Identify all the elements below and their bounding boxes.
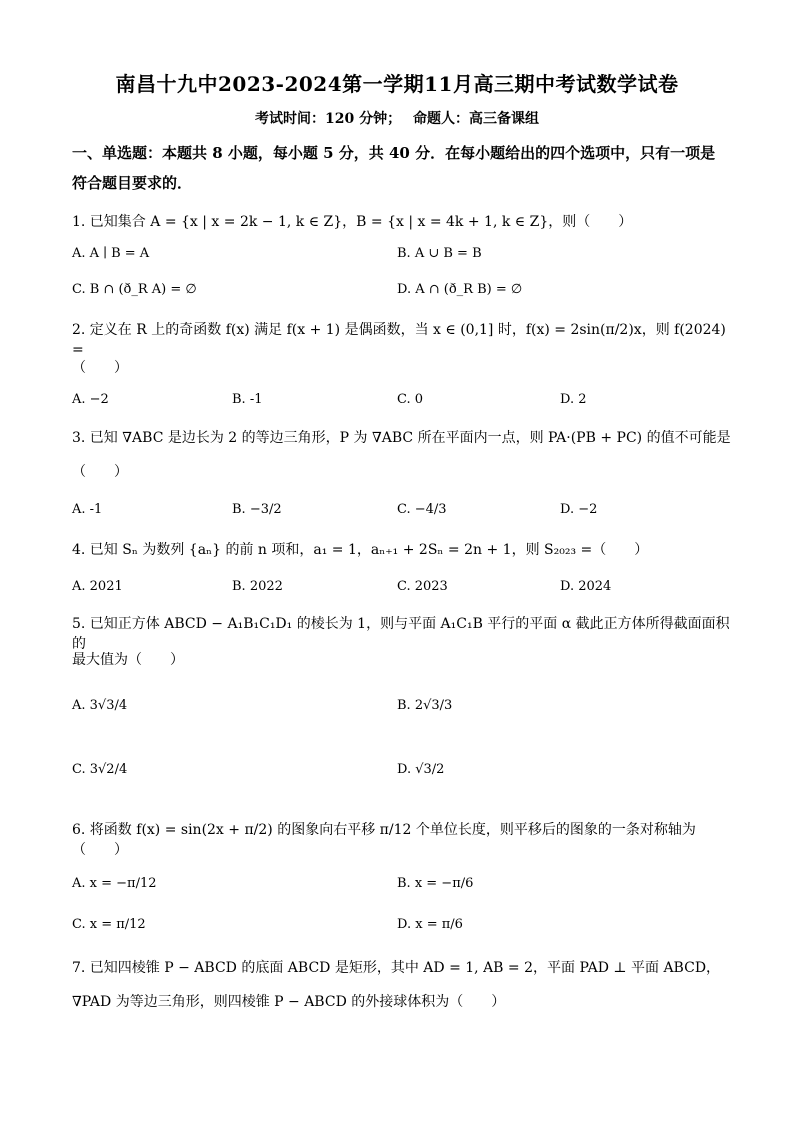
question-2-stem-cont: （ ） <box>72 360 128 376</box>
q1-option-b: B. A ∪ B = B <box>397 246 482 261</box>
q4-option-c: C. 2023 <box>397 579 448 594</box>
question-7-stem: 7. 已知四棱锥 P − ABCD 的底面 ABCD 是矩形，其中 AD = 1, AB = 2，平面 PAD ⊥ 平面 ABCD， <box>72 960 721 976</box>
q2-option-a: A. −2 <box>72 392 109 407</box>
question-3-stem: 3. 已知 ∇ABC 是边长为 2 的等边三角形，P 为 ∇ABC 所在平面内一点，则 PA·(PB + PC) 的值不可能是 <box>72 430 731 446</box>
question-4-stem: 4. 已知 Sₙ 为数列 {aₙ} 的前 n 项和，a₁ = 1，aₙ₊₁ + 2Sₙ = 2n + 1，则 S₂₀₂₃ =（ ） <box>72 542 649 558</box>
q6-option-b: B. x = −π/6 <box>397 876 474 891</box>
question-5-stem-cont: 最大值为（ ） <box>72 652 184 668</box>
exam-info: 考试时间：120 分钟； 命题人：高三备课组 <box>255 111 539 127</box>
q1-option-d: D. A ∩ (ð_R B) = ∅ <box>397 282 523 297</box>
q6-option-c: C. x = π/12 <box>72 917 146 932</box>
question-7-stem-cont: ∇PAD 为等边三角形，则四棱锥 P − ABCD 的外接球体积为（ ） <box>72 994 506 1010</box>
question-5-stem: 5. 已知正方体 ABCD − A₁B₁C₁D₁ 的棱长为 1，则与平面 A₁C₁B 平行的平面 α 截此正方体所得截面面积的 <box>72 616 730 652</box>
q4-option-a: A. 2021 <box>72 579 123 594</box>
q3-option-c: C. −4/3 <box>397 502 447 517</box>
q3-option-a: A. -1 <box>72 502 103 517</box>
q2-option-b: B. -1 <box>232 392 263 407</box>
q5-option-c: C. 3√2/4 <box>72 762 128 777</box>
q5-option-b: B. 2√3/3 <box>397 698 453 713</box>
q1-option-a: A. A ∣ B = A <box>72 246 150 261</box>
question-3-stem-cont: （ ） <box>72 464 128 480</box>
q6-option-a: A. x = −π/12 <box>72 876 157 891</box>
question-2-stem: 2. 定义在 R 上的奇函数 f(x) 满足 f(x + 1) 是偶函数，当 x ∈ (0,1] 时，f(x) = 2sin(π/2)x，则 f(2024) = <box>72 322 726 358</box>
q1-option-c: C. B ∩ (ð_R A) = ∅ <box>72 282 197 297</box>
q2-option-d: D. 2 <box>560 392 587 407</box>
q2-option-c: C. 0 <box>397 392 424 407</box>
q6-option-d: D. x = π/6 <box>397 917 463 932</box>
question-1-stem: 1. 已知集合 A = {x | x = 2k − 1, k ∈ Z}，B = {x | x = 4k + 1, k ∈ Z}，则（ ） <box>72 214 633 230</box>
q3-option-d: D. −2 <box>560 502 598 517</box>
q5-option-d: D. √3/2 <box>397 762 445 777</box>
q3-option-b: B. −3/2 <box>232 502 282 517</box>
q5-option-a: A. 3√3/4 <box>72 698 128 713</box>
question-6-stem: 6. 将函数 f(x) = sin(2x + π/2) 的图象向右平移 π/12 个单位长度，则平移后的图象的一条对称轴为（ ） <box>72 822 696 858</box>
section-heading: 一、单选题：本题共 8 小题，每小题 5 分，共 40 分．在每小题给出的四个选项中，只有一项是符合题目要求的． <box>72 144 716 192</box>
q4-option-d: D. 2024 <box>560 579 612 594</box>
q4-option-b: B. 2022 <box>232 579 283 594</box>
page-title: 南昌十九中2023-2024第一学期11月高三期中考试数学试卷 <box>115 72 679 96</box>
